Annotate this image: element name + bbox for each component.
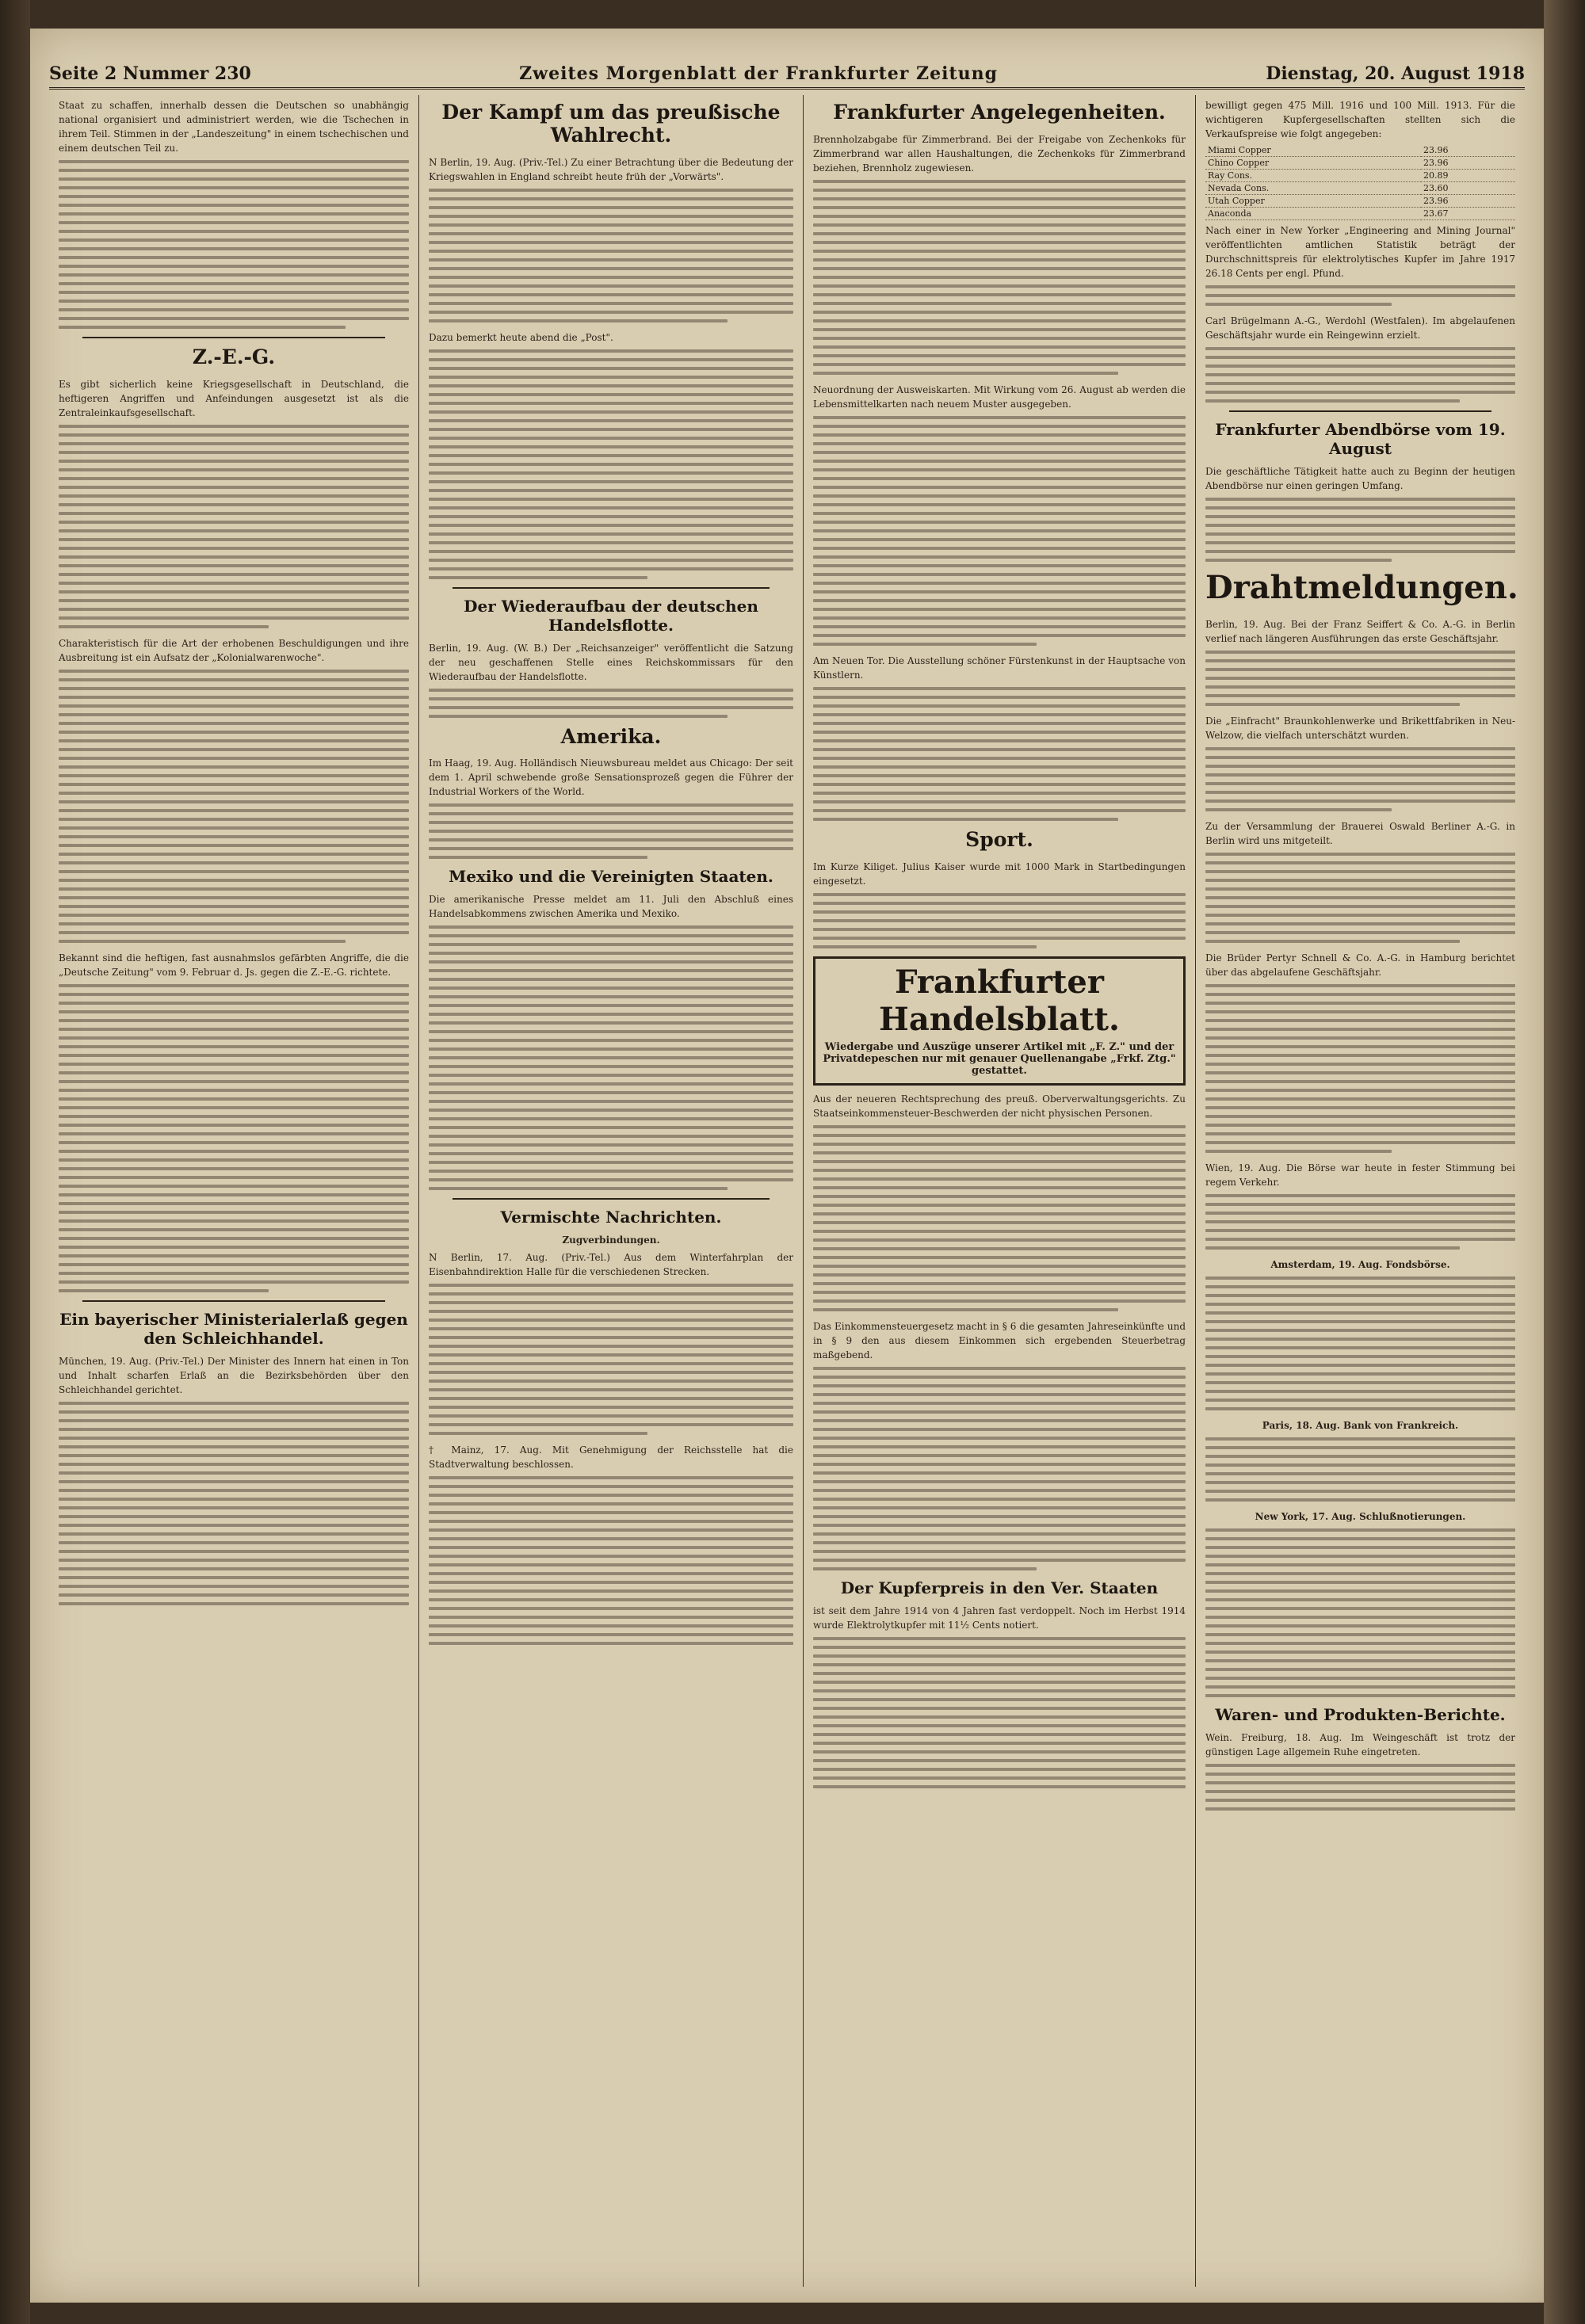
article-text: Im Kurze Kiliget. Julius Kaiser wurde mit 1000 Mark in Startbedingungen eingesetzt. (813, 861, 1186, 887)
section-title: Amerika. (560, 724, 662, 748)
article-text: Carl Brügelmann A.-G., Werdohl (Westfalen). Im abgelaufenen Geschäftsjahr wurde ein Reingewinn erzielt. (1205, 315, 1515, 341)
masthead (49, 60, 1525, 90)
copper-price-cell: 23.60 (1421, 182, 1515, 195)
article-text: Brennholzabgabe für Zimmerbrand. Bei der Freigabe von Zechenkoks für Zimmerbrand war allen Haushaltungen, die Zechenkoks für Zimmerbrand beziehen, Brennholz zugewiesen. (813, 133, 1186, 174)
newspaper-page (30, 29, 1544, 2303)
article-text: bewilligt gegen 475 Mill. 1916 und 100 Mill. 1913. Für die wichtigeren Kupfergesellschaften stellten sich die Verkaufspreise wie folgt angegeben: (1205, 100, 1515, 139)
section-title: Der Kupferpreis in den Ver. Staaten (840, 1578, 1159, 1597)
article-text: ist seit dem Jahre 1914 von 4 Jahren fast verdoppelt. Noch im Herbst 1914 wurde Elektrolytkupfer mit 11½ Cents notiert. (813, 1605, 1186, 1631)
copper-price-row (1205, 170, 1515, 182)
article-text: Aus der neueren Rechtsprechung des preuß. Oberverwaltungsgerichts. Zu Staatseinkommensteuer-Beschwerden der nicht physischen Personen. (813, 1093, 1186, 1119)
copper-price-table (1205, 144, 1515, 220)
article-text: Wien, 19. Aug. Die Börse war heute in fester Stimmung bei regem Verkehr. (1205, 1162, 1515, 1188)
section-title: Mexiko und die Vereinigten Staaten. (449, 867, 773, 887)
section-title: Der Wiederaufbau der deutschen Handelsflotte. (464, 596, 758, 635)
section-masthead-title: Frankfurter Handelsblatt. (879, 963, 1120, 1038)
article-text: Die geschäftliche Tätigkeit hatte auch zu Beginn der heutigen Abendbörse nur einen geringen Umfang. (1205, 466, 1515, 491)
article-text: Zu der Versammlung der Brauerei Oswald Berliner A.-G. in Berlin wird uns mitgeteilt. (1205, 821, 1515, 846)
section-title: Frankfurter Angelegenheiten. (833, 101, 1166, 124)
copper-price-cell: 23.96 (1421, 144, 1515, 157)
section-title: Waren- und Produkten-Berichte. (1215, 1705, 1506, 1724)
article-text: Es gibt sicherlich keine Kriegsgesellschaft in Deutschland, die heftigeren Angriffen und Anfeindungen ausgesetzt ist als die Zentraleinkaufsgesellschaft. (59, 378, 409, 418)
article-text: Am Neuen Tor. Die Ausstellung schöner Fürstenkunst in der Hauptsache von Künstlern. (813, 654, 1186, 681)
article-text: Das Einkommensteuergesetz macht in § 6 die gesamten Jahreseinkünfte und in § 9 den aus diesem Einkommen sich ergebenden Steuerbetrag maßgebend. (813, 1320, 1186, 1360)
column-3 (803, 95, 1195, 2287)
article-text: N Berlin, 17. Aug. (Priv.-Tel.) Aus dem Winterfahrplan der Eisenbahndirektion Halle für die verschiedenen Strecken. (429, 1252, 793, 1278)
article-text: Berlin, 19. Aug. (W. B.) Der „Reichsanzeiger" veröffentlicht die Satzung der neu geschaffenen Stelle eines Reichskommissars für den Wiederaufbau der Handelsflotte. (429, 642, 793, 682)
copper-price-row (1205, 144, 1515, 157)
article-text: N Berlin, 19. Aug. (Priv.-Tel.) Zu einer Betrachtung über die Bedeutung der Kriegswahlen in England schreibt heute früh der „Vorwärts". (429, 156, 793, 182)
section-title: Frankfurter Abendbörse vom 19. August (1215, 420, 1506, 458)
copper-price-cell: 23.67 (1421, 208, 1515, 220)
columns (49, 95, 1525, 2287)
book-binding (0, 0, 30, 2324)
article-text: Die Brüder Pertyr Schnell & Co. A.-G. in Hamburg berichtet über das abgelaufene Geschäftsjahr. (1205, 952, 1515, 978)
article-text: Bekannt sind die heftigen, fast ausnahmslos gefärbten Angriffe, die die „Deutsche Zeitung" vom 9. Februar d. Js. gegen die Z.-E.-G. richtete. (59, 952, 409, 978)
section-title: Der Kampf um das preußische Wahlrecht. (441, 101, 781, 147)
article-text: Berlin, 19. Aug. Bei der Franz Seiffert & Co. A.-G. in Berlin verlief nach längeren Ausführungen das erste Geschäftsjahr. (1205, 619, 1515, 644)
page-stack-edge (1544, 0, 1585, 2324)
masthead-date: Dienstag, 20. August 1918 (1266, 63, 1525, 84)
article-text: Charakteristisch für die Art der erhobenen Beschuldigungen und ihre Ausbreitung ist ein Aufsatz der „Kolonialwarenwoche". (59, 637, 409, 663)
article-text: Die amerikanische Presse meldet am 11. Juli den Abschluß eines Handelsabkommens zwischen Amerika und Mexiko. (429, 894, 793, 920)
article-text: Im Haag, 19. Aug. Holländisch Nieuwsbureau meldet aus Chicago: Der seit dem 1. April schwebende große Sensationsprozeß gegen die Führer der Industrial Workers of the World. (429, 757, 793, 798)
section-subtitle: Zugverbindungen. (562, 1235, 660, 1246)
market-heading: Amsterdam, 19. Aug. Fondsbörse. (1270, 1259, 1450, 1270)
copper-price-cell: Nevada Cons. (1205, 182, 1421, 195)
copper-price-cell: 23.96 (1421, 157, 1515, 170)
section-masthead-subtitle: Wiedergabe und Auszüge unserer Artikel mit „F. Z." und der Privatdepeschen nur mit genauer Quellenangabe „Frkf. Ztg." gestattet. (823, 1040, 1176, 1077)
article-text: München, 19. Aug. (Priv.-Tel.) Der Minister des Innern hat einen in Ton und Inhalt scharfen Erlaß an die Bezirksbehörden über den Schleichhandel gerichtet. (59, 1355, 409, 1395)
copper-price-row (1205, 182, 1515, 195)
column-1 (49, 95, 418, 2287)
masthead-title: Zweites Morgenblatt der Frankfurter Zeitung (519, 63, 998, 84)
copper-price-cell: Anaconda (1205, 208, 1421, 220)
column-2 (418, 95, 803, 2287)
section-title: Drahtmeldungen. (1205, 569, 1518, 606)
article-text: Die „Einfracht" Braunkohlenwerke und Brikettfabriken in Neu-Welzow, die vielfach unterschätzt wurden. (1205, 716, 1515, 741)
section-title: Sport. (965, 827, 1033, 851)
market-heading: New York, 17. Aug. Schlußnotierungen. (1255, 1511, 1466, 1522)
copper-price-cell: Ray Cons. (1205, 170, 1421, 182)
copper-price-cell: 20.89 (1421, 170, 1515, 182)
copper-price-cell: 23.96 (1421, 195, 1515, 208)
article-text: Nach einer in New Yorker „Engineering and Mining Journal" veröffentlichten amtlichen Statistik beträgt der Durchschnittspreis für elektrolytisches Kupfer im Jahre 1917 26.18 Cents per engl. Pfund. (1205, 225, 1515, 279)
masthead-page-number: Seite 2 Nummer 230 (49, 63, 251, 84)
copper-price-cell: Miami Copper (1205, 144, 1421, 157)
copper-price-cell: Utah Copper (1205, 195, 1421, 208)
copper-price-row (1205, 195, 1515, 208)
section-title: Z.-E.-G. (192, 345, 276, 368)
section-title: Vermischte Nachrichten. (500, 1208, 722, 1227)
column-4 (1195, 95, 1525, 2287)
article-text: Wein. Freiburg, 18. Aug. Im Weingeschäft ist trotz der günstigen Lage allgemein Ruhe eingetreten. (1205, 1732, 1515, 1757)
section-masthead-box (813, 956, 1186, 1086)
copper-price-row (1205, 157, 1515, 170)
article-text: Dazu bemerkt heute abend die „Post". (429, 331, 613, 343)
article-text: Neuordnung der Ausweiskarten. Mit Wirkung vom 26. August ab werden die Lebensmittelkarten nach neuem Muster ausgegeben. (813, 384, 1186, 410)
copper-price-cell: Chino Copper (1205, 157, 1421, 170)
copper-price-row (1205, 208, 1515, 220)
section-title: Ein bayerischer Ministerialerlaß gegen den Schleichhandel. (59, 1309, 408, 1348)
market-heading: Paris, 18. Aug. Bank von Frankreich. (1262, 1420, 1459, 1431)
article-text: † Mainz, 17. Aug. Mit Genehmigung der Reichsstelle hat die Stadtverwaltung beschlossen. (429, 1444, 793, 1471)
article-text: Staat zu schaffen, innerhalb dessen die Deutschen so unabhängig national organisiert und administriert werden, wie die Tschechen in ihrem Teil. Stimmen in der „Landeszeitung" in einem tschechischen und einem deutschen Teil zu. (59, 100, 409, 154)
